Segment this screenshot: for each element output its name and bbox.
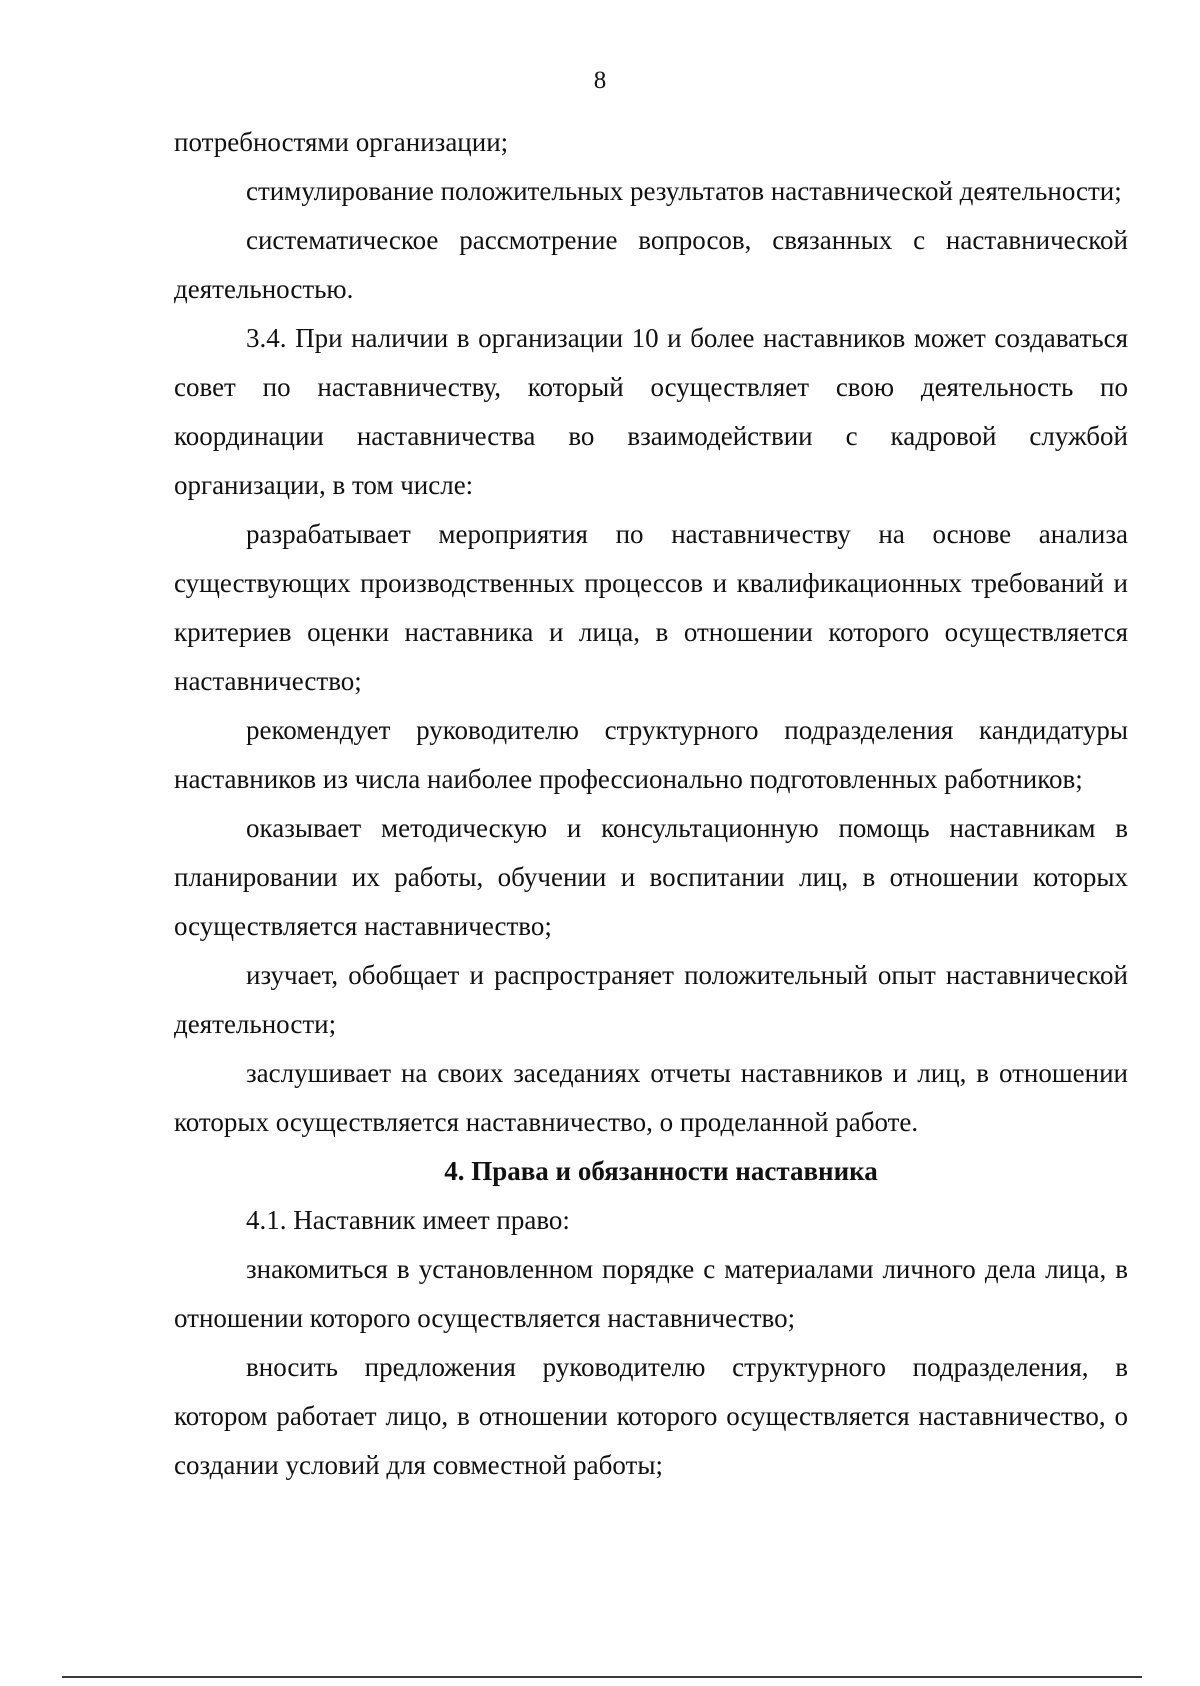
paragraph: вносить предложения руководителю структурного подразделения, в котором работает лицо, в отношении которого осуществляется наставничество, о создании условий для совместной работы; (174, 1352, 1128, 1480)
paragraph: оказывает методическую и консультационную помощь наставникам в планировании их работы, обучении и воспитании лиц, в отношении которых осуществляется наставничество; (174, 813, 1128, 941)
paragraph: заслушивает на своих заседаниях отчеты наставников и лиц, в отношении которых осуществляется наставничество, о проделанной работе. (174, 1058, 1128, 1137)
page-number: 8 (593, 67, 607, 94)
paragraph: изучает, обобщает и распространяет положительный опыт наставнической деятельности; (174, 960, 1128, 1039)
paragraph-3-4: 3.4. При наличии в организации 10 и более наставников может создаваться совет по наставничеству, который осуществляет свою деятельность по координации наставничества во взаимодействии с кадровой службой организации, в том числе: (174, 323, 1128, 500)
paragraph: стимулирование положительных результатов наставнической деятельности; (246, 176, 1122, 206)
paragraph-4-1: 4.1. Наставник имеет право: (246, 1205, 570, 1235)
paragraph: знакомиться в установленном порядке с материалами личного дела лица, в отношении которого осуществляется наставничество; (174, 1254, 1128, 1333)
scan-edge-line (62, 1676, 1142, 1678)
paragraph: систематическое рассмотрение вопросов, связанных с наставнической деятельностью. (174, 225, 1128, 304)
paragraph-continuation: потребностями организации; (174, 127, 509, 157)
paragraph: разрабатывает мероприятия по наставничеству на основе анализа существующих производственных процессов и квалификационных требований и критериев оценки наставника и лица, в отношении которого осуществляется наставничество; (174, 519, 1128, 696)
paragraph: рекомендует руководителю структурного подразделения кандидатуры наставников из числа наиболее профессионально подготовленных работников; (174, 715, 1128, 794)
document-body (174, 118, 1128, 1490)
section-heading: 4. Права и обязанности наставника (444, 1156, 878, 1186)
